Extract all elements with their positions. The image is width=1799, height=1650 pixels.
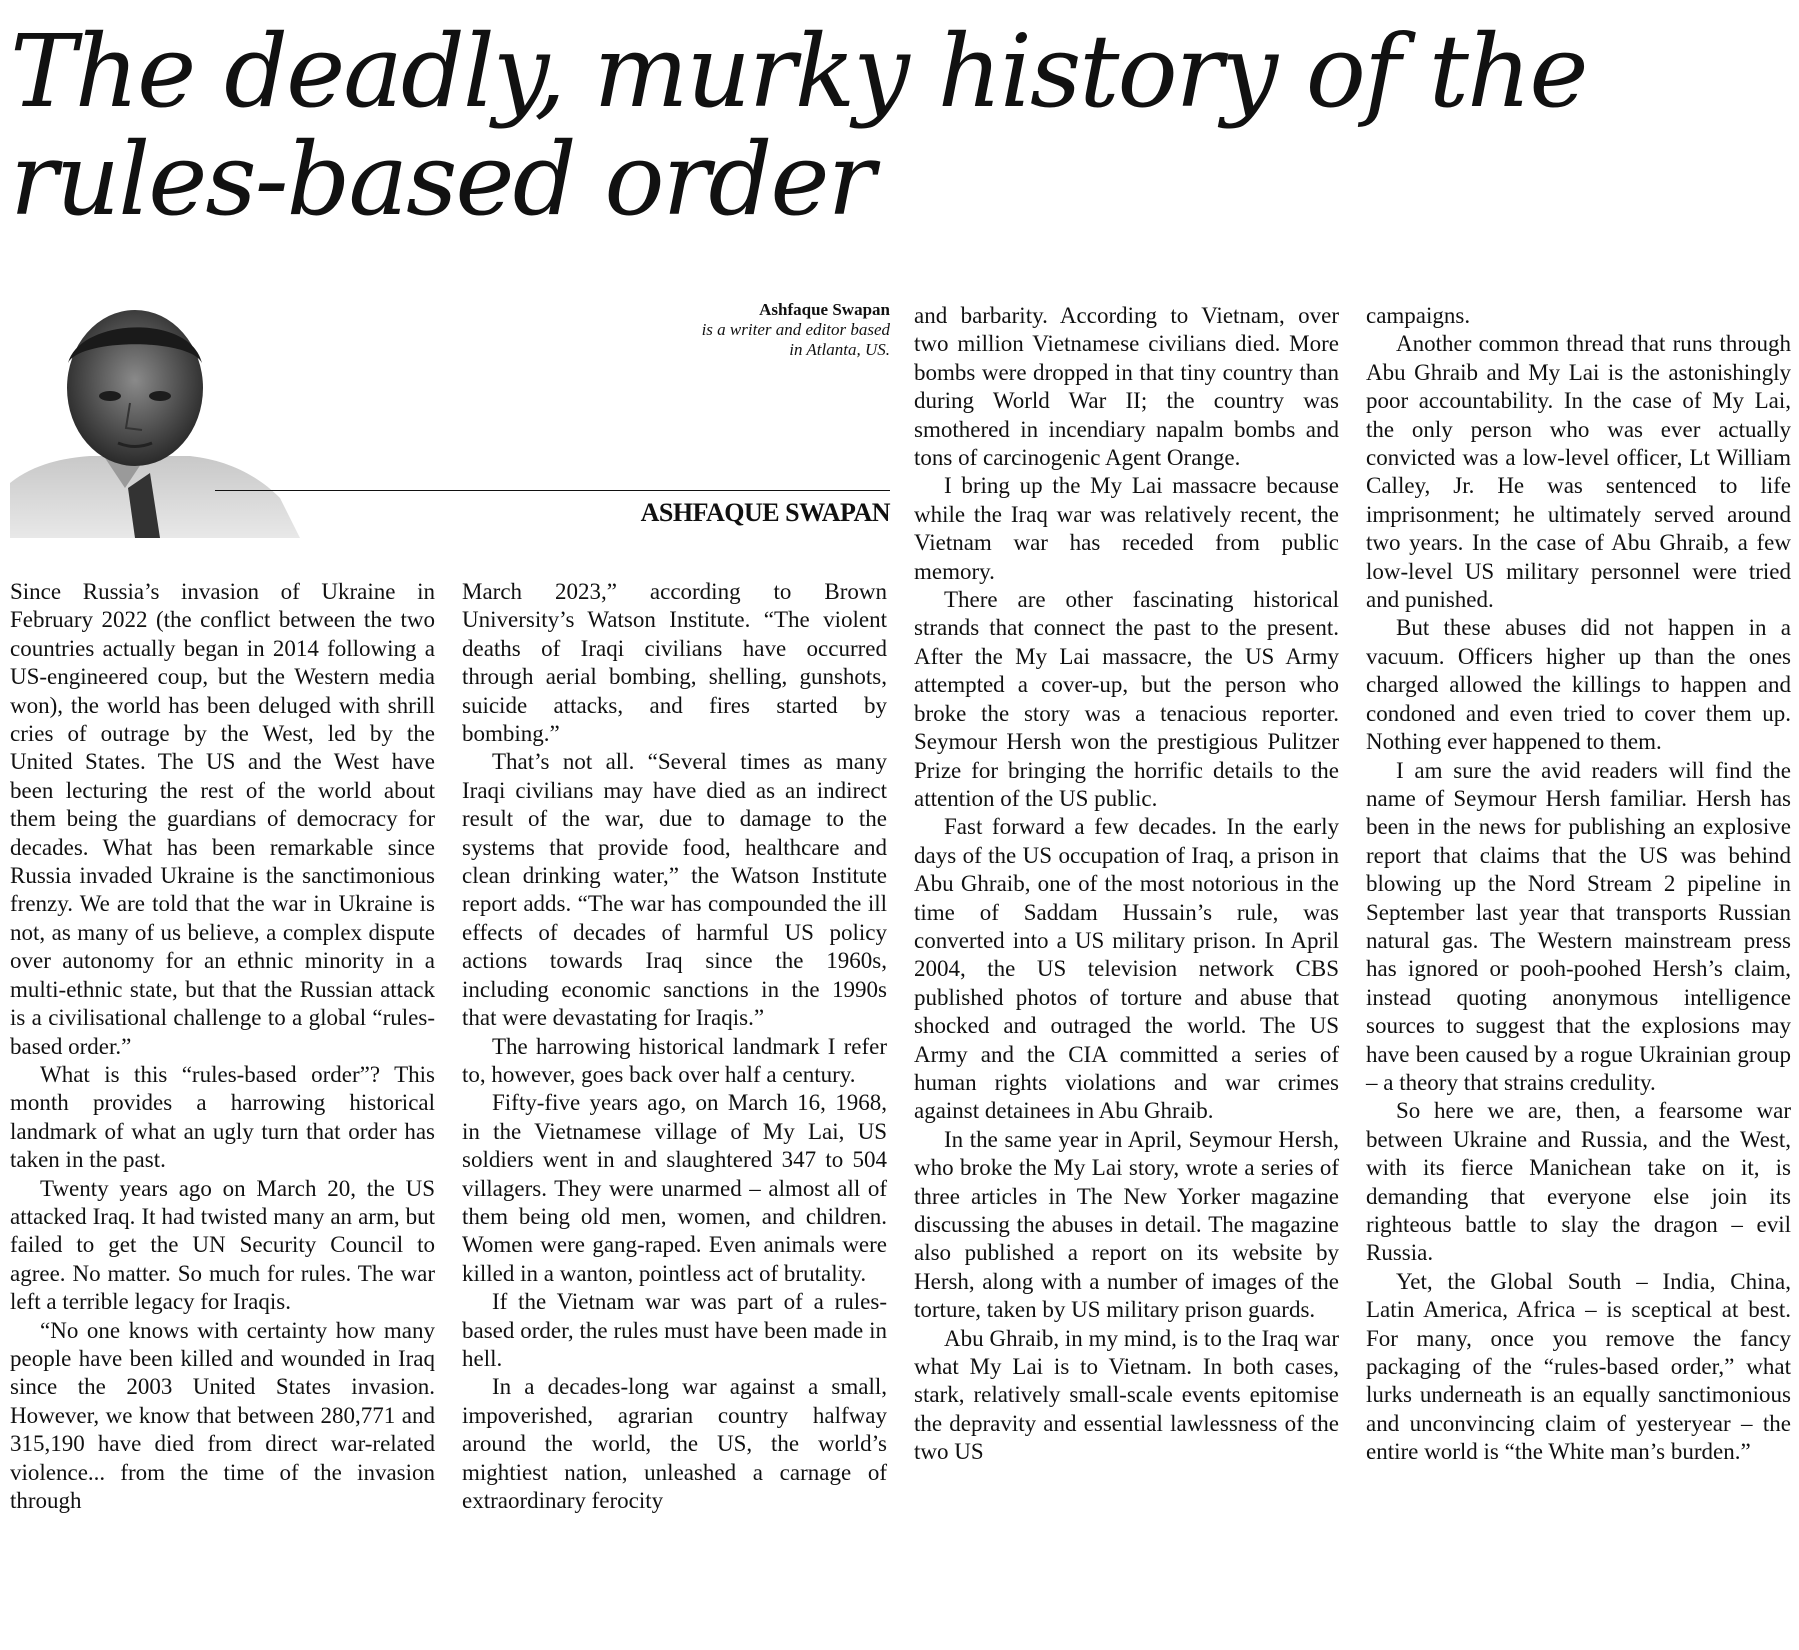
article-paragraph: That’s not all. “Several times as many Iraqi civilians may have died as an indirect result of the war, due to damage to the systems that provide food, healthcare and clean drinking water,” the Watson Institute report adds. “The war has compounded the ill effects of decades of harmful US policy actions towards Iraq since the 1960s, including economic sanctions in the 1990s that were devastating for Iraqis.” bbox=[462, 749, 887, 1031]
article-paragraph: campaigns. bbox=[1366, 303, 1471, 328]
author-photo bbox=[10, 308, 310, 538]
column-2 bbox=[462, 578, 887, 1515]
article-paragraph: Since Russia’s invasion of Ukraine in February 2022 (the conflict between the two countries actually began in 2014 following a US-engineered coup, but the Western media won), the world has been deluged with shrill cries of outrage by the West, led by the United States. The US and the West have been lecturing the rest of the world about them being the guardians of democracy for decades. What has been remarkable since Russia invaded Ukraine is the sanctimonious frenzy. We are told that the war in Ukraine is not, as many of us believe, a complex dispute over autonomy for an ethnic minority in a multi-ethnic state, but that the Russian attack is a civilisational challenge to a global “rules-based order.” bbox=[10, 579, 435, 1059]
article-paragraph: Yet, the Global South – India, China, Latin America, Africa – is sceptical at best. For many, once you remove the fancy packaging of the “rules-based order,” what lurks underneath is an equally sanctimonious and unconvincing claim of yesteryear – the entire world is “the White man’s burden.” bbox=[1366, 1268, 1791, 1465]
byline-rule bbox=[215, 490, 890, 491]
article-paragraph: There are other fascinating historical strands that connect the past to the present. After the My Lai massacre, the US Army attempted a cover-up, but the person who broke the story was a tenacious reporter. Seymour Hersh won the prestigious Pulitzer Prize for bringing the horrific details to the attention of the US public. bbox=[914, 587, 1339, 811]
headline-line-2: rules-based order bbox=[10, 121, 874, 238]
article-paragraph: Fifty-five years ago, on March 16, 1968, in the Vietnamese village of My Lai, US soldiers went in and slaughtered 347 to 504 villagers. They were unarmed – almost all of them being old men, women, and children. Women were gang-raped. Even animals were killed in a wanton, pointless act of brutality. bbox=[462, 1090, 887, 1286]
column-4 bbox=[1366, 302, 1791, 1467]
article-paragraph: Fast forward a few decades. In the early days of the US occupation of Iraq, a prison in Abu Ghraib, one of the most notorious in the time of Saddam Hussain’s rule, was converted into a US military prison. In April 2004, the US television network CBS published photos of torture and abuse that shocked and outraged the world. The US Army and the CIA committed a series of human rights violations and war crimes against detainees in Abu Ghraib. bbox=[914, 814, 1339, 1124]
author-name: Ashfaque Swapan bbox=[759, 300, 890, 319]
headline bbox=[10, 13, 1750, 238]
author-byline: ASHFAQUE SWAPAN bbox=[640, 498, 890, 527]
article-paragraph: “No one knows with certainty how many people have been killed and wounded in Iraq since the 2003 United States invasion. However, we know that between 280,771 and 315,190 have died from direct war-related violence... from the time of the invasion through bbox=[10, 1317, 435, 1513]
article-paragraph: But these abuses did not happen in a vacuum. Officers higher up than the ones charged allowed the killings to happen and condoned and even tried to cover them up. Nothing ever happened to them. bbox=[1366, 615, 1791, 755]
author-description-1: is a writer and editor based bbox=[701, 320, 890, 339]
column-1 bbox=[10, 578, 435, 1515]
article-paragraph: March 2023,” according to Brown University’s Watson Institute. “The violent deaths of Iraqi civilians have occurred through aerial bombing, shelling, gunshots, suicide attacks, and fires started by bombing.” bbox=[462, 579, 887, 747]
article-paragraph: Abu Ghraib, in my mind, is to the Iraq war what My Lai is to Vietnam. In both cases, stark, relatively small-scale events epitomise the depravity and essential lawlessness of the two US bbox=[914, 1325, 1339, 1465]
column-3 bbox=[914, 302, 1339, 1467]
article-paragraph: I am sure the avid readers will find the name of Seymour Hersh familiar. Hersh has been in the news for publishing an explosive report that claims that the US was behind blowing up the Nord Stream 2 pipeline in September last year that transports Russian natural gas. The Western mainstream press has ignored or pooh-poohed Hersh’s claim, instead quoting anonymous intelligence sources to suggest that the explosions may have been caused by a rogue Ukrainian group – a theory that strains credulity. bbox=[1366, 757, 1791, 1095]
article-paragraph: What is this “rules-based order”? This month provides a harrowing historical landmark of what an ugly turn that order has taken in the past. bbox=[10, 1061, 435, 1173]
byline-area bbox=[10, 300, 890, 540]
article-paragraph: So here we are, then, a fearsome war between Ukraine and Russia, and the West, with its fierce Manichean take on it, is demanding that everyone else join its righteous battle to slay the dragon – evil Russia. bbox=[1366, 1098, 1791, 1266]
article-paragraph: and barbarity. According to Vietnam, over two million Vietnamese civilians died. More bombs were dropped in that tiny country than during World War II; the country was smothered in incendiary napalm bombs and tons of carcinogenic Agent Orange. bbox=[914, 303, 1339, 471]
author-info bbox=[702, 300, 890, 360]
article-paragraph: The harrowing historical landmark I refer to, however, goes back over half a century. bbox=[462, 1033, 887, 1087]
author-description-2: in Atlanta, US. bbox=[789, 340, 890, 359]
article-paragraph: Twenty years ago on March 20, the US attacked Iraq. It had twisted many an arm, but failed to get the UN Security Council to agree. No matter. So much for rules. The war left a terrible legacy for Iraqis. bbox=[10, 1175, 435, 1315]
article-paragraph: In a decades-long war against a small, impoverished, agrarian country halfway around the world, the US, the world’s mightiest nation, unleashed a carnage of extraordinary ferocity bbox=[462, 1374, 887, 1513]
article-paragraph: I bring up the My Lai massacre because while the Iraq war was relatively recent, the Vietnam war has receded from public memory. bbox=[914, 473, 1339, 584]
article-paragraph: In the same year in April, Seymour Hersh, who broke the My Lai story, wrote a series of three articles in The New Yorker magazine discussing the abuses in detail. The magazine also published a report on its website by Hersh, along with a number of images of the torture, taken by US military prison guards. bbox=[914, 1126, 1339, 1323]
article-paragraph: If the Vietnam war was part of a rules-based order, the rules must have been made in hell. bbox=[462, 1289, 887, 1371]
article-paragraph: Another common thread that runs through Abu Ghraib and My Lai is the astonishingly poor accountability. In the case of My Lai, the only person who was ever actually convicted was a low-level officer, Lt William Calley, Jr. He was sentenced to life imprisonment; he ultimately served around two years. In the case of Abu Ghraib, a few low-level US military personnel were tried and punished. bbox=[1366, 331, 1791, 613]
headline-line-1: The deadly, murky history of the bbox=[10, 13, 1587, 130]
